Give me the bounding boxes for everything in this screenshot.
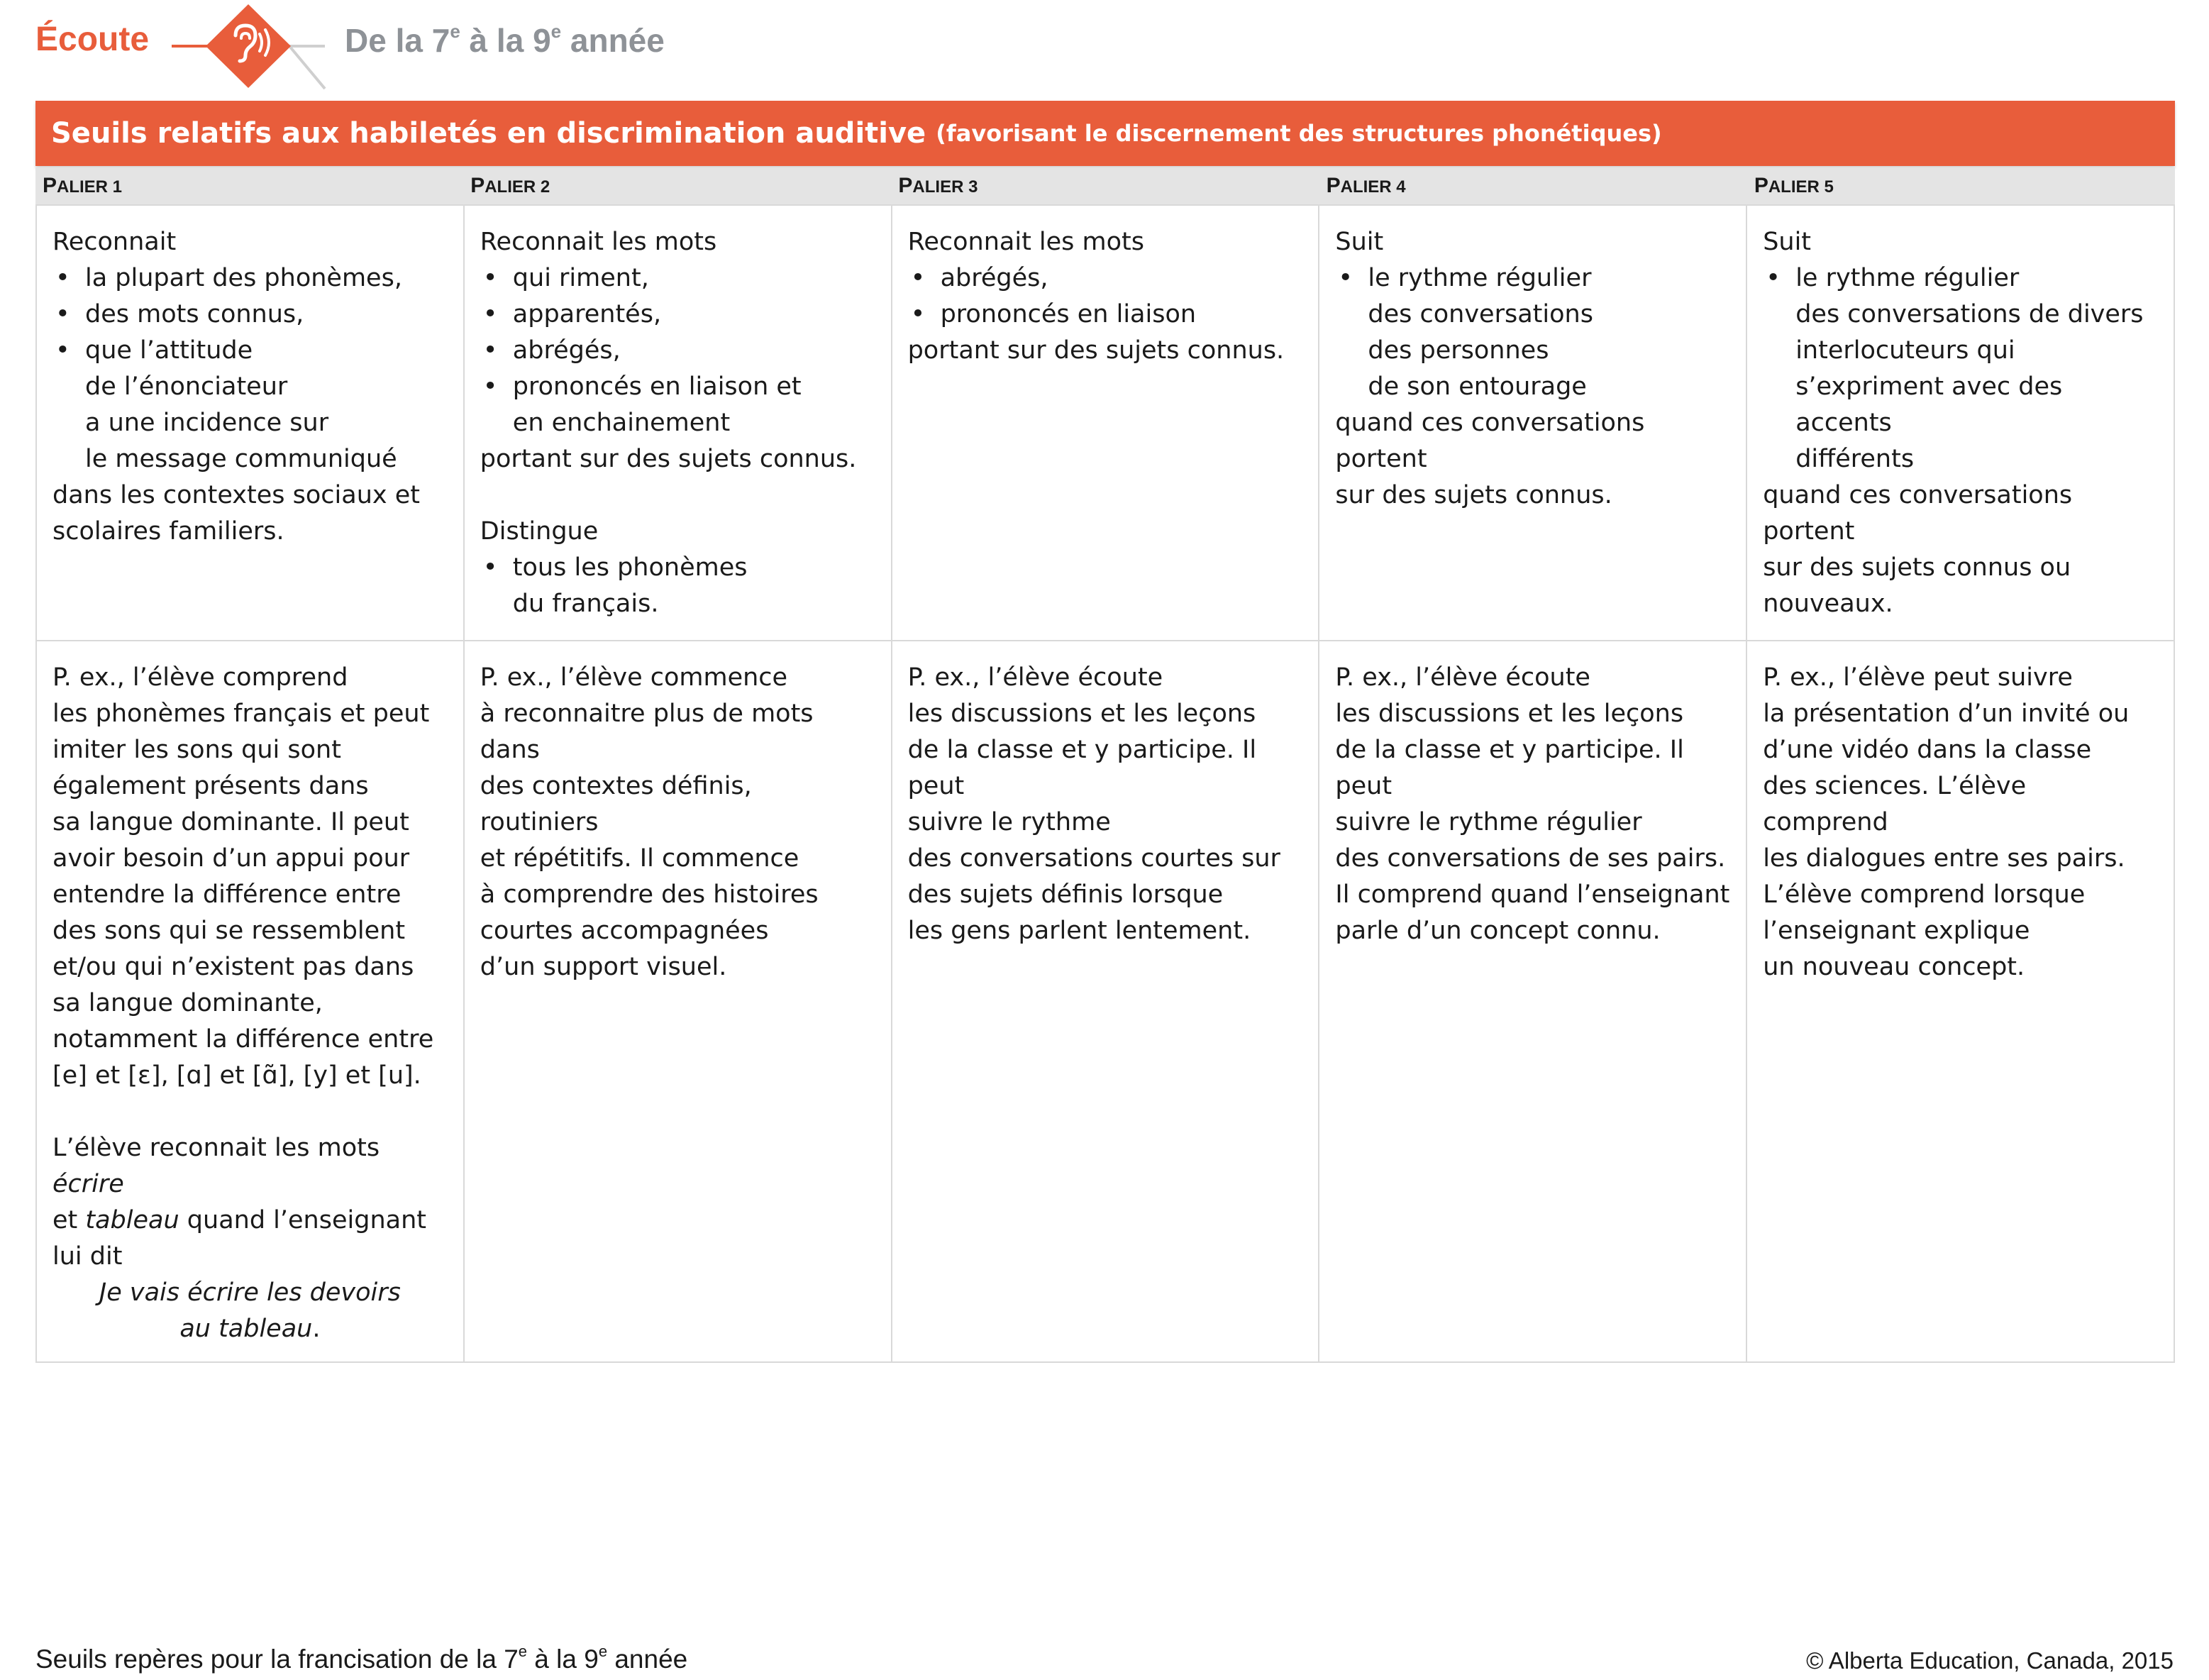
page-header [0,0,2209,92]
bullet-item: • des mots connus, [52,297,448,333]
level-header-4: PALIER 4 [1326,174,1406,197]
example-quote: Je vais écrire les devoirs [99,1278,401,1307]
descriptor-cell-5: Suit • le rythme régulier des conversations de divers interlocuteurs qui s’expriment avec des accents différents quand ces conversations portent sur des sujets connus ou nouveaux. [1746,205,2174,641]
bullet-item: • abrégés, [908,260,1303,297]
thresholds-table [35,204,2175,1363]
descriptor-cell-1: Reconnait • la plupart des phonèmes, • des mots connus, • que l’attitude de l’énonciateur a une incidence sur le message communiqué dans les contextes sociaux et scolaires familiers. [36,205,464,641]
level-header-1: PALIER 1 [43,174,123,197]
descriptor-cell-4: Suit • le rythme régulier des conversations des personnes de son entourage quand ces conversations portent sur des sujets connus. [1319,205,1746,641]
descriptor-cell-2: Reconnait les mots • qui riment, • apparentés, • abrégés, • prononcés en liaison et en enchainement portant sur des sujets connus. Distingue • tous les phonèmes du français. [464,205,892,641]
example-cell-2: P. ex., l’élève commence à reconnaitre plus de mots dans des contextes définis, routiniers et répétitifs. Il commence à comprendre des histoires courtes accompagnées d’un support visuel. [464,641,892,1362]
footer-document-title: Seuils repères pour la francisation de la 7e à la 9e année [35,1642,688,1674]
bullet-item: • que l’attitude [52,333,448,369]
example-cell-5: P. ex., l’élève peut suivre la présentation d’un invité ou d’une vidéo dans la classe des sciences. L’élève comprend les dialogues entre ses pairs. L’élève comprend lorsque l’enseignant explique un nouveau concept. [1746,641,2174,1362]
level-header-5: PALIER 5 [1754,174,1834,197]
bullet-item: • le rythme régulier [1335,260,1730,297]
level-header-row [35,167,2175,204]
grade-range: De la 7e à la 9e année [345,21,665,59]
level-header-3: PALIER 3 [898,174,978,197]
bullet-item: • la plupart des phonèmes, [52,260,448,297]
example-cell-4: P. ex., l’élève écoute les discussions et les leçons de la classe et y participe. Il peut suivre le rythme régulier des conversations de ses pairs. Il comprend quand l’enseignant parle d’un concept connu. [1319,641,1746,1362]
bullet-item: • prononcés en liaison [908,297,1303,333]
bullet-item: • apparentés, [480,297,875,333]
bullet-item: • tous les phonèmes [480,550,875,586]
section-title-banner [35,101,2175,166]
section-subtitle: (favorisant le discernement des structures phonétiques) [936,120,1662,147]
example-cell-3: P. ex., l’élève écoute les discussions et les leçons de la classe et y participe. Il peut suivre le rythme des conversations courtes sur des sujets définis lorsque les gens parlent lentement. [892,641,1319,1362]
bullet-item: • prononcés en liaison et [480,369,875,405]
example-cell-1: P. ex., l’élève comprend les phonèmes français et peut imiter les sons qui sont également présents dans sa langue dominante. Il peut avoir besoin d’un appui pour entendre la différence entre des sons qui se ressemblent et/ou qui n’existent pas dans sa langue dominante, notamment la différence entre [e] et [ɛ], [ɑ] et [ɑ̃], [y] et [u]. L’élève reconnait les mots écrire et tableau quand l’enseignant lui dit Je vais écrire les devoirs au tableau. [36,641,464,1362]
bullet-item: • le rythme régulier [1763,260,2158,297]
example-row [36,641,2174,1362]
bullet-item: • qui riment, [480,260,875,297]
descriptor-cell-3: Reconnait les mots • abrégés, • prononcés en liaison portant sur des sujets connus. [892,205,1319,641]
listening-ear-icon [170,3,326,89]
footer-copyright: © Alberta Education, Canada, 2015 [1806,1647,2174,1674]
section-title: Seuils relatifs aux habiletés en discrimination auditive [51,117,926,150]
bullet-item: • abrégés, [480,333,875,369]
section-label: Écoute [35,21,150,58]
descriptor-row [36,205,2174,641]
level-header-2: PALIER 2 [470,174,550,197]
